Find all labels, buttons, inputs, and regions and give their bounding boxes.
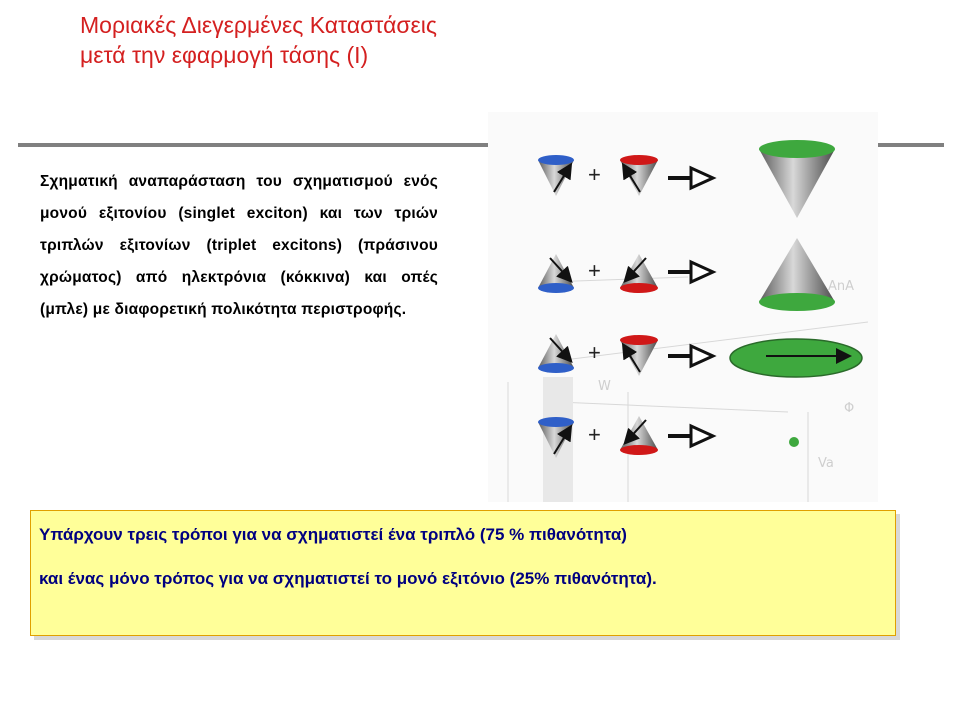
electron-cone-down-icon — [620, 335, 658, 376]
title-line-1: Μοριακές Διεγερμένες Καταστάσεις — [80, 12, 438, 38]
triplet-exciton-cone-icon — [759, 238, 835, 311]
arrow-right-icon — [668, 426, 713, 446]
title-line-2: μετά την εφαρμογή τάσης (Ι) — [80, 42, 369, 68]
plus-sign: + — [588, 258, 601, 283]
hole-cone-up-icon — [538, 334, 574, 373]
row-3 — [538, 334, 862, 377]
divider-right — [878, 143, 944, 147]
hole-cone-down-icon — [538, 155, 574, 196]
arrow-right-icon — [668, 168, 713, 188]
plus-sign: + — [588, 162, 601, 187]
background-graph — [508, 277, 868, 502]
arrow-right-icon — [668, 262, 713, 282]
divider-left — [18, 143, 488, 147]
plus-sign: + — [588, 422, 601, 447]
faint-label-w: W — [598, 379, 611, 394]
exciton-figure — [488, 112, 878, 502]
row-1 — [538, 140, 835, 218]
electron-cone-up-icon — [620, 416, 658, 455]
row-2 — [538, 238, 835, 311]
singlet-exciton-cone-icon — [759, 140, 835, 218]
arrow-right-icon — [668, 346, 713, 366]
row-4 — [538, 416, 799, 458]
slide-title — [80, 10, 437, 70]
faint-label-ana: AnA — [828, 279, 855, 294]
faint-label-va: Va — [818, 456, 834, 471]
callout-line-1: Υπάρχουν τρεις τρόποι για να σχηματιστεί ένα τριπλό (75 % πιθανότητα) — [39, 525, 627, 544]
description-text: Σχηματική αναπαράσταση του σχηματισμού ενός μονού εξιτονίου (singlet exciton) και των τριών τριπλών εξιτονίων (triplet excitons) (πράσινου χρώματος) από ηλεκτρόνια (κόκκινα) και οπές (μπλε) με διαφορετική πολικότητα περιστροφής. — [40, 173, 438, 318]
exciton-diagram — [488, 112, 878, 502]
triplet-exciton-dot-icon — [789, 437, 799, 447]
callout-line-2: και ένας μόνο τρόπος για να σχηματιστεί το μονό εξιτόνιο (25% πιθανότητα). — [39, 569, 657, 588]
faint-label-phi: Φ — [844, 401, 855, 416]
hole-cone-up-icon — [538, 254, 574, 293]
electron-cone-up-icon — [620, 254, 658, 293]
summary-callout — [30, 510, 896, 636]
plus-sign: + — [588, 340, 601, 365]
triplet-exciton-disk-icon — [730, 339, 862, 377]
electron-cone-down-icon — [620, 155, 658, 196]
